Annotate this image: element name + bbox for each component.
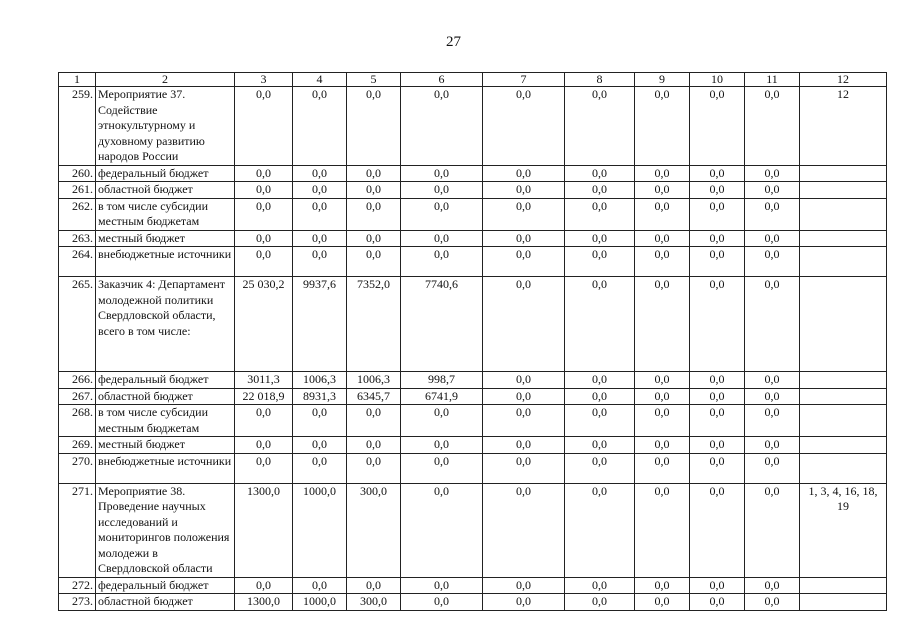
value-cell: 0,0 [690, 230, 745, 247]
value-cell: 0,0 [635, 277, 690, 372]
value-cell: 0,0 [483, 198, 565, 230]
value-cell: 300,0 [347, 483, 401, 577]
value-cell: 0,0 [347, 87, 401, 166]
value-cell: 0,0 [745, 277, 800, 372]
value-cell: 22 018,9 [235, 388, 293, 405]
value-cell: 0,0 [347, 405, 401, 437]
value-cell: 0,0 [235, 198, 293, 230]
table-row [59, 594, 887, 611]
value-cell: 0,0 [347, 247, 401, 277]
value-cell: 0,0 [483, 453, 565, 483]
table-row [59, 198, 887, 230]
value-cell: 0,0 [293, 230, 347, 247]
value-cell: 0,0 [635, 198, 690, 230]
row-name: Заказчик 4: Департамент молодежной политики Свердловской области, всего в том числе: [96, 277, 235, 372]
value-cell: 0,0 [483, 165, 565, 182]
target-indicators [800, 437, 887, 454]
target-indicators [800, 165, 887, 182]
value-cell: 0,0 [635, 165, 690, 182]
column-header-5: 5 [347, 73, 401, 87]
row-name: внебюджетные источники [96, 247, 235, 277]
table-row [59, 437, 887, 454]
target-indicators [800, 577, 887, 594]
value-cell: 0,0 [235, 230, 293, 247]
value-cell: 0,0 [745, 453, 800, 483]
row-name: в том числе субсидии местным бюджетам [96, 405, 235, 437]
value-cell: 8931,3 [293, 388, 347, 405]
value-cell: 0,0 [565, 87, 635, 166]
value-cell: 0,0 [635, 437, 690, 454]
value-cell: 0,0 [401, 453, 483, 483]
row-number: 261. [59, 182, 96, 199]
target-indicators [800, 198, 887, 230]
row-number: 269. [59, 437, 96, 454]
value-cell: 0,0 [635, 388, 690, 405]
value-cell: 0,0 [690, 198, 745, 230]
value-cell: 1000,0 [293, 483, 347, 577]
value-cell: 25 030,2 [235, 277, 293, 372]
row-number: 267. [59, 388, 96, 405]
value-cell: 0,0 [635, 247, 690, 277]
value-cell: 0,0 [745, 405, 800, 437]
value-cell: 0,0 [235, 453, 293, 483]
value-cell: 0,0 [565, 594, 635, 611]
value-cell: 0,0 [745, 594, 800, 611]
value-cell: 0,0 [565, 165, 635, 182]
target-indicators: 1, 3, 4, 16, 18, 19 [800, 483, 887, 577]
row-name: федеральный бюджет [96, 165, 235, 182]
value-cell: 0,0 [745, 388, 800, 405]
value-cell: 7740,6 [401, 277, 483, 372]
value-cell: 0,0 [690, 594, 745, 611]
value-cell: 0,0 [483, 372, 565, 389]
row-number: 259. [59, 87, 96, 166]
value-cell: 0,0 [235, 577, 293, 594]
table-row [59, 577, 887, 594]
value-cell: 0,0 [401, 594, 483, 611]
target-indicators [800, 405, 887, 437]
value-cell: 0,0 [235, 165, 293, 182]
value-cell: 0,0 [745, 165, 800, 182]
value-cell: 9937,6 [293, 277, 347, 372]
value-cell: 0,0 [347, 198, 401, 230]
table-row [59, 453, 887, 483]
column-header-8: 8 [565, 73, 635, 87]
table-body [59, 73, 887, 611]
value-cell: 1006,3 [347, 372, 401, 389]
table-row [59, 405, 887, 437]
value-cell: 0,0 [745, 577, 800, 594]
row-name: областной бюджет [96, 388, 235, 405]
column-header-6: 6 [401, 73, 483, 87]
page-number: 27 [446, 34, 461, 50]
target-indicators [800, 388, 887, 405]
value-cell: 0,0 [690, 165, 745, 182]
value-cell: 0,0 [635, 483, 690, 577]
row-name: местный бюджет [96, 230, 235, 247]
value-cell: 0,0 [293, 577, 347, 594]
value-cell: 0,0 [401, 198, 483, 230]
column-header-2: 2 [96, 73, 235, 87]
row-name: местный бюджет [96, 437, 235, 454]
value-cell: 0,0 [690, 277, 745, 372]
row-name: федеральный бюджет [96, 577, 235, 594]
row-number: 263. [59, 230, 96, 247]
value-cell: 0,0 [483, 437, 565, 454]
value-cell: 0,0 [401, 165, 483, 182]
value-cell: 0,0 [235, 87, 293, 166]
value-cell: 6741,9 [401, 388, 483, 405]
row-name: областной бюджет [96, 182, 235, 199]
column-header-7: 7 [483, 73, 565, 87]
value-cell: 0,0 [565, 577, 635, 594]
value-cell: 0,0 [745, 372, 800, 389]
target-indicators [800, 594, 887, 611]
value-cell: 0,0 [235, 437, 293, 454]
value-cell: 0,0 [745, 182, 800, 199]
value-cell: 0,0 [690, 483, 745, 577]
table-row [59, 87, 887, 166]
row-number: 260. [59, 165, 96, 182]
target-indicators [800, 230, 887, 247]
value-cell: 7352,0 [347, 277, 401, 372]
value-cell: 0,0 [635, 372, 690, 389]
row-name: областной бюджет [96, 594, 235, 611]
value-cell: 0,0 [690, 87, 745, 166]
table-row [59, 277, 887, 372]
value-cell: 0,0 [483, 230, 565, 247]
value-cell: 0,0 [401, 577, 483, 594]
value-cell: 0,0 [483, 594, 565, 611]
row-number: 265. [59, 277, 96, 372]
value-cell: 0,0 [635, 594, 690, 611]
value-cell: 1006,3 [293, 372, 347, 389]
value-cell: 0,0 [401, 87, 483, 166]
row-name: в том числе субсидии местным бюджетам [96, 198, 235, 230]
row-number: 270. [59, 453, 96, 483]
column-header-12: 12 [800, 73, 887, 87]
value-cell: 0,0 [235, 247, 293, 277]
row-name: федеральный бюджет [96, 372, 235, 389]
target-indicators [800, 247, 887, 277]
value-cell: 998,7 [401, 372, 483, 389]
value-cell: 0,0 [401, 405, 483, 437]
value-cell: 0,0 [293, 453, 347, 483]
value-cell: 0,0 [565, 437, 635, 454]
row-number: 266. [59, 372, 96, 389]
target-indicators [800, 453, 887, 483]
value-cell: 0,0 [483, 483, 565, 577]
table-row [59, 247, 887, 277]
value-cell: 0,0 [483, 388, 565, 405]
value-cell: 0,0 [635, 230, 690, 247]
table-row [59, 182, 887, 199]
value-cell: 0,0 [635, 405, 690, 437]
target-indicators: 12 [800, 87, 887, 166]
row-number: 264. [59, 247, 96, 277]
value-cell: 0,0 [483, 182, 565, 199]
value-cell: 0,0 [690, 437, 745, 454]
value-cell: 0,0 [635, 87, 690, 166]
value-cell: 0,0 [347, 453, 401, 483]
table-row [59, 388, 887, 405]
row-number: 268. [59, 405, 96, 437]
value-cell: 0,0 [745, 230, 800, 247]
table-row [59, 165, 887, 182]
value-cell: 0,0 [293, 198, 347, 230]
value-cell: 0,0 [483, 87, 565, 166]
value-cell: 0,0 [690, 453, 745, 483]
value-cell: 0,0 [690, 405, 745, 437]
value-cell: 1300,0 [235, 483, 293, 577]
value-cell: 0,0 [635, 453, 690, 483]
column-header-4: 4 [293, 73, 347, 87]
value-cell: 0,0 [235, 182, 293, 199]
row-name: Мероприятие 38. Проведение научных исследований и мониторингов положения молодежи в Свердловской области [96, 483, 235, 577]
value-cell: 0,0 [745, 437, 800, 454]
table-row [59, 483, 887, 577]
value-cell: 0,0 [293, 405, 347, 437]
value-cell: 0,0 [293, 247, 347, 277]
value-cell: 0,0 [690, 577, 745, 594]
value-cell: 0,0 [635, 182, 690, 199]
column-header-9: 9 [635, 73, 690, 87]
value-cell: 0,0 [293, 87, 347, 166]
value-cell: 3011,3 [235, 372, 293, 389]
value-cell: 0,0 [483, 405, 565, 437]
value-cell: 0,0 [565, 405, 635, 437]
row-number: 272. [59, 577, 96, 594]
value-cell: 0,0 [347, 437, 401, 454]
value-cell: 0,0 [565, 453, 635, 483]
row-name: Мероприятие 37. Содействие этнокультурному и духовному развитию народов России [96, 87, 235, 166]
row-name: внебюджетные источники [96, 453, 235, 483]
target-indicators [800, 182, 887, 199]
value-cell: 0,0 [565, 198, 635, 230]
value-cell: 1300,0 [235, 594, 293, 611]
value-cell: 0,0 [745, 247, 800, 277]
value-cell: 0,0 [347, 182, 401, 199]
value-cell: 0,0 [483, 577, 565, 594]
value-cell: 0,0 [565, 483, 635, 577]
value-cell: 0,0 [347, 165, 401, 182]
value-cell: 0,0 [293, 165, 347, 182]
value-cell: 0,0 [401, 230, 483, 247]
target-indicators [800, 277, 887, 372]
value-cell: 0,0 [745, 87, 800, 166]
table-row [59, 372, 887, 389]
target-indicators [800, 372, 887, 389]
value-cell: 0,0 [293, 182, 347, 199]
value-cell: 0,0 [690, 247, 745, 277]
value-cell: 0,0 [401, 182, 483, 199]
value-cell: 0,0 [565, 230, 635, 247]
value-cell: 0,0 [483, 247, 565, 277]
value-cell: 0,0 [347, 230, 401, 247]
value-cell: 0,0 [401, 437, 483, 454]
value-cell: 1000,0 [293, 594, 347, 611]
value-cell: 0,0 [235, 405, 293, 437]
budget-table [58, 72, 887, 611]
column-header-10: 10 [690, 73, 745, 87]
value-cell: 300,0 [347, 594, 401, 611]
value-cell: 0,0 [347, 577, 401, 594]
column-header-1: 1 [59, 73, 96, 87]
column-header-3: 3 [235, 73, 293, 87]
row-number: 271. [59, 483, 96, 577]
value-cell: 0,0 [483, 277, 565, 372]
value-cell: 0,0 [690, 372, 745, 389]
value-cell: 0,0 [401, 247, 483, 277]
value-cell: 0,0 [565, 372, 635, 389]
row-number: 262. [59, 198, 96, 230]
value-cell: 0,0 [690, 182, 745, 199]
value-cell: 0,0 [565, 277, 635, 372]
value-cell: 0,0 [401, 483, 483, 577]
value-cell: 0,0 [745, 483, 800, 577]
row-number: 273. [59, 594, 96, 611]
value-cell: 0,0 [293, 437, 347, 454]
header-row [59, 73, 887, 87]
value-cell: 0,0 [565, 247, 635, 277]
value-cell: 0,0 [690, 388, 745, 405]
value-cell: 6345,7 [347, 388, 401, 405]
table-row [59, 230, 887, 247]
value-cell: 0,0 [565, 182, 635, 199]
value-cell: 0,0 [745, 198, 800, 230]
value-cell: 0,0 [635, 577, 690, 594]
value-cell: 0,0 [565, 388, 635, 405]
column-header-11: 11 [745, 73, 800, 87]
